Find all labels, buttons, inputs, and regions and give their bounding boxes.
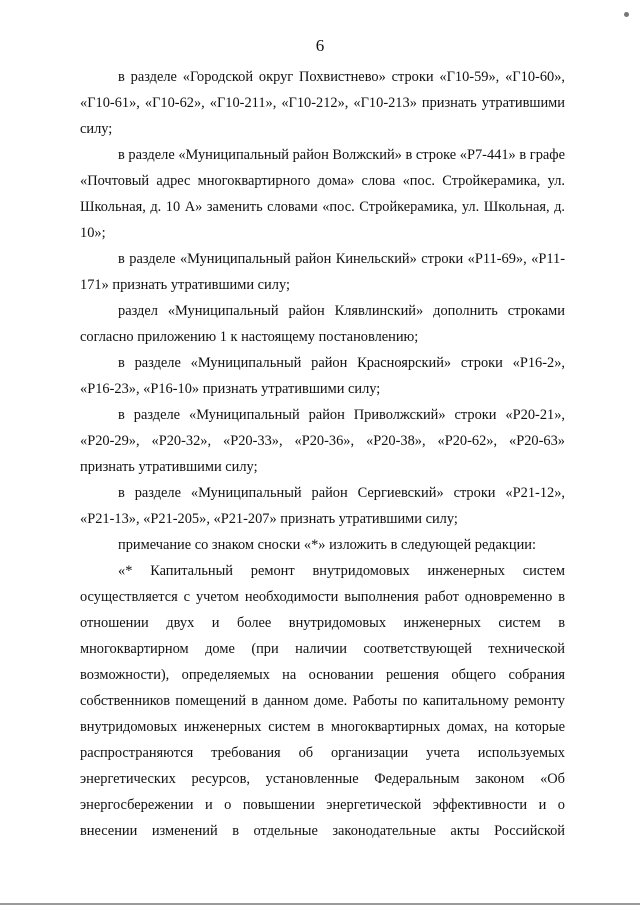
paragraph-privolzhsky: в разделе «Муниципальный район Приволжский» строки «Р20-21», «Р20-29», «Р20-32», «Р20-33», «Р20-36», «Р20-38», «Р20-62», «Р20-63» признать утратившими силу; [80, 407, 565, 475]
paragraph-volzhsky: в разделе «Муниципальный район Волжский» в строке «Р7-441» в графе «Почтовый адрес многоквартирного дома» слова «пос. Стройкерамика, ул. Школьная, д. 10 А» заменить словами «пос. Стройкерамика, ул. Школьная, д. 10»; [80, 147, 565, 241]
paragraph-footnote-text: «* Капитальный ремонт внутридомовых инженерных систем осуществляется с учетом необходимости выполнения работ одновременно в отношении двух и более внутридомовых инженерных систем в многоквартирном доме (при наличии соответствующей технической возможности), определяемых на основании решения общего собрания собственников помещений в данном доме. Работы по капитальному ремонту внутридомовых инженерных систем в многоквартирных домах, на которые распространяются требования об организации учета используемых энергетических ресурсов, установленные Федеральным законом «Об энергосбережении и о повышении энергетической эффективности и о внесении изменений в отдельные законодательные акты Российской [80, 563, 565, 839]
paragraph-klyavlinsky: раздел «Муниципальный район Клявлинский» дополнить строками согласно приложению 1 к настоящему постановлению; [80, 303, 565, 345]
scan-speck [624, 12, 629, 17]
paragraph-krasnoyarsky: в разделе «Муниципальный район Красноярский» строки «Р16-2», «Р16-23», «Р16-10» признать утратившими силу; [80, 355, 565, 397]
page-number: 6 [315, 36, 325, 55]
paragraph-kinelsky: в разделе «Муниципальный район Кинельский» строки «Р11-69», «Р11-171» признать утратившими силу; [80, 251, 565, 293]
document-body [80, 64, 565, 844]
paragraph-footnote-intro: примечание со знаком сноски «*» изложить в следующей редакции: [118, 537, 536, 553]
paragraph-pokhvistnevo: в разделе «Городской округ Похвистнево» строки «Г10-59», «Г10-60», «Г10-61», «Г10-62», «Г10-211», «Г10-212», «Г10-213» признать утратившими силу; [80, 69, 565, 137]
paragraph-sergievsky: в разделе «Муниципальный район Сергиевский» строки «Р21-12», «Р21-13», «Р21-205», «Р21-207» признать утратившими силу; [80, 485, 565, 527]
